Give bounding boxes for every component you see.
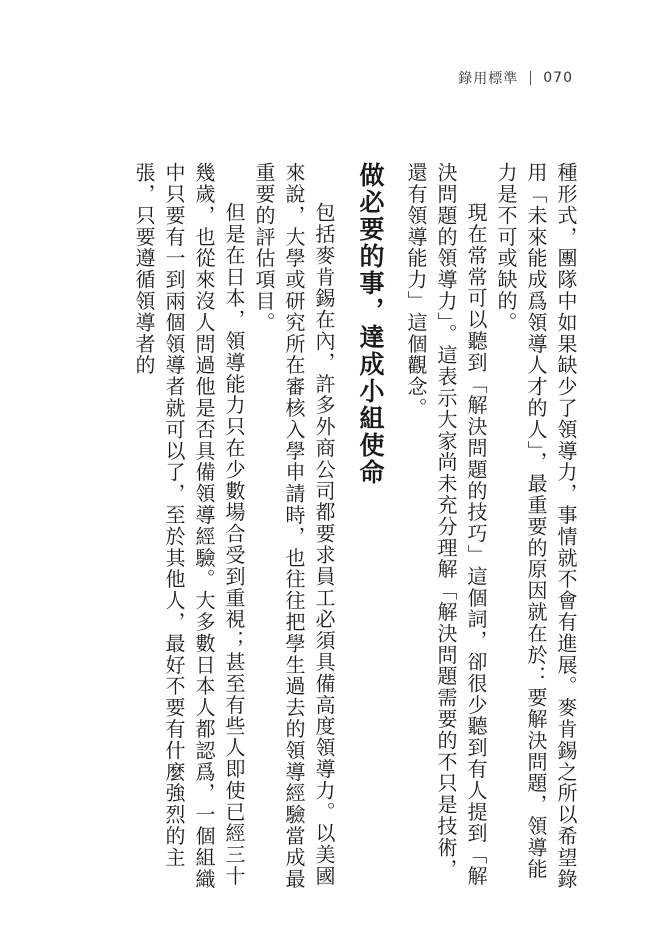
- paragraph: 包括麥肯錫在內，許多外商公司都要求員工必須具備高度領導力。以美國來說，大學或研究所在審核入學申請時，也往往把學生過去的領導經驗當成最重要的評估項目。: [252, 162, 336, 890]
- paragraph: 但是在日本，領導能力只在少數場合受到重視；甚至有些人即使已經三十幾歲，也從來沒人問過他是否具備領導經驗。大多數日本人都認爲，一個組織中只要有一到兩個領導者就可以了，至於其他人，最好不要有什麼強烈的主張，只要遵循領導者的: [132, 162, 246, 890]
- paragraph: 現在常常可以聽到「解決問題的技巧」這個詞，卻很少聽到有人提到「解決問題的領導力」。這表示大家尚未充分理解「解決問題需要的不只是技術，還有領導能力」這個觀念。: [404, 162, 488, 887]
- paragraph-continued: 種形式，團隊中如果缺少了領導力，事情就不會有進展。麥肯錫之所以希望錄用「未來能成爲領導人才的人」，最重要的原因就在於：要解決問題，領導能力是不可或缺的。: [494, 162, 578, 890]
- running-header: [458, 68, 573, 88]
- page-number: 070: [543, 70, 573, 86]
- section-heading: 做必要的事，達成小組使命: [356, 162, 385, 486]
- vertical-text-body: [129, 162, 581, 892]
- book-title: 錄用標準: [458, 71, 519, 87]
- header-divider: [530, 71, 531, 85]
